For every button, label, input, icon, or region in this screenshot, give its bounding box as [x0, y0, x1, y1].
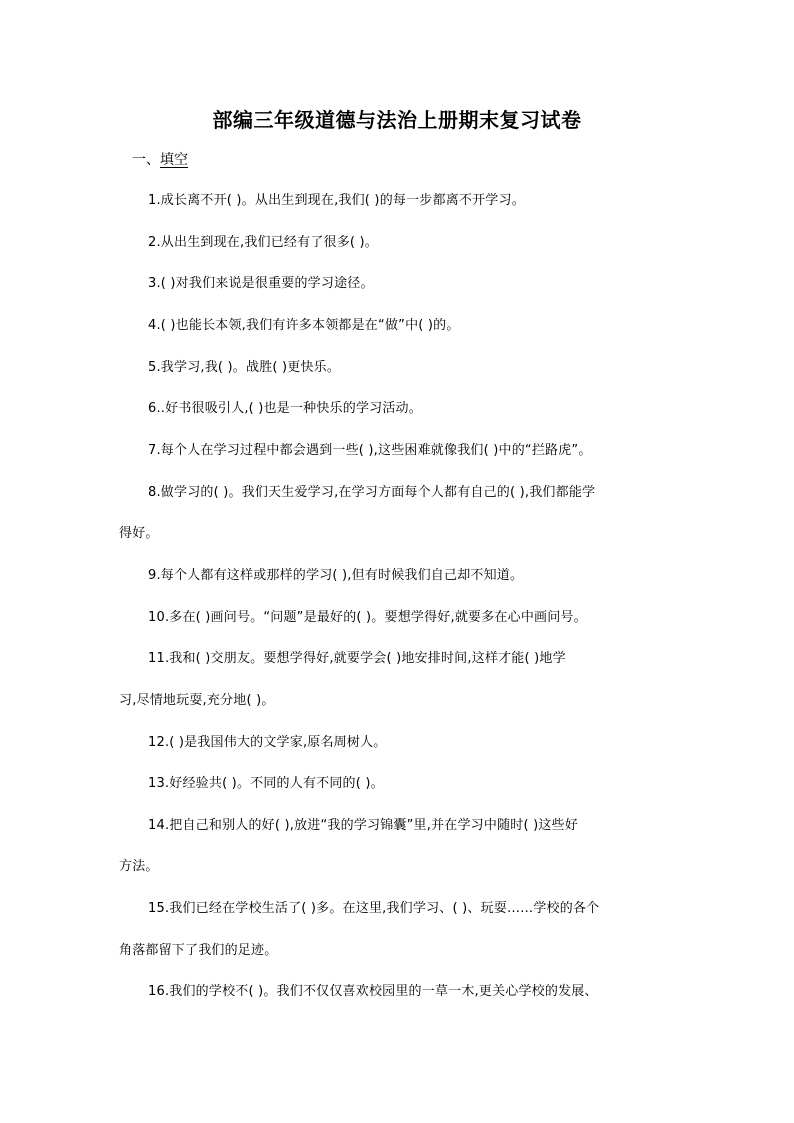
question-8: 8.做学习的( )。我们天生爱学习,在学习方面每个人都有自己的( ),我们都能学 [148, 485, 596, 500]
section-heading [132, 150, 188, 170]
question-15-continuation: 角落都留下了我们的足迹。 [119, 943, 278, 958]
question-11-continuation: 习,尽情地玩耍,充分地( )。 [119, 693, 275, 708]
page-title: 部编三年级道德与法治上册期末复习试卷 [212, 108, 582, 132]
question-5: 5.我学习,我( )。战胜( )更快乐。 [148, 360, 341, 375]
question-15: 15.我们已经在学校生活了( )多。在这里,我们学习、( )、玩耍……学校的各个 [148, 901, 600, 916]
question-1: 1.成长离不开( )。从出生到现在,我们( )的每一步都离不开学习。 [148, 193, 525, 208]
question-11: 11.我和( )交朋友。要想学得好,就要学会( )地安排时间,这样才能( )地学 [148, 651, 566, 666]
question-16: 16.我们的学校不( )。我们不仅仅喜欢校园里的一草一木,更关心学校的发展、 [148, 984, 598, 999]
question-14-continuation: 方法。 [119, 859, 159, 874]
question-14: 14.把自己和别人的好( ),放进“我的学习锦囊”里,并在学习中随时( )这些好 [148, 818, 578, 833]
section-label: 填空 [160, 152, 188, 168]
question-4: 4.( )也能长本领,我们有许多本领都是在“做”中( )的。 [148, 318, 460, 333]
question-10: 10.多在( )画问号。“问题”是最好的( )。要想学得好,就要多在心中画问号。 [148, 610, 587, 625]
question-7: 7.每个人在学习过程中都会遇到一些( ),这些困难就像我们( )中的“拦路虎”。 [148, 443, 592, 458]
question-3: 3.( )对我们来说是很重要的学习途径。 [148, 276, 374, 291]
question-8-continuation: 得好。 [119, 526, 159, 541]
section-number: 一、 [132, 152, 160, 168]
question-2: 2.从出生到现在,我们已经有了很多( )。 [148, 235, 379, 250]
question-6: 6..好书很吸引人,( )也是一种快乐的学习活动。 [148, 401, 422, 416]
question-12: 12.( )是我国伟大的文学家,原名周树人。 [148, 735, 387, 750]
question-9: 9.每个人都有这样或那样的学习( ),但有时候我们自己却不知道。 [148, 568, 524, 583]
question-13: 13.好经验共( )。不同的人有不同的( )。 [148, 776, 384, 791]
